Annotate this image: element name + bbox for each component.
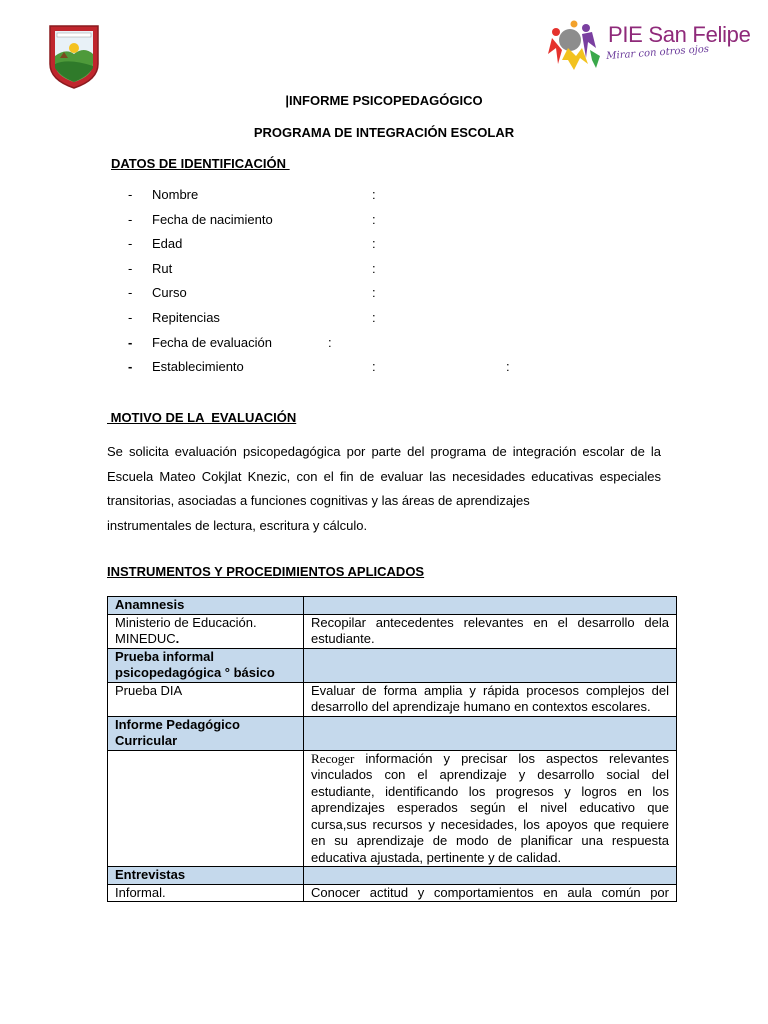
identification-list [128,187,548,384]
list-dash: - [128,359,133,375]
table-cell-mineduc-purpose: Recopilar antecedentes relevantes en el desarrollo dela estudiante. [304,614,677,648]
field-label-fecha-evaluacion: Fecha de evaluación [152,334,272,350]
motivo-heading: MOTIVO DE LA EVALUACIÓN [107,410,297,425]
table-cell-informe-purpose [304,750,677,867]
table-cell-empty [108,750,304,867]
table-row [108,716,677,750]
field-colon: : [372,309,376,325]
id-row-nombre [128,187,548,212]
motivo-paragraph-body: Se solicita evaluación psicopedagógica por parte del programa de integración escolar de la Escuela Mateo Cokjlat Knezic, con el fin de evaluar las necesidades educativas especiales transitorias, asociadas a funciones cognitivas y las áreas de aprendizajes [107,444,661,508]
table-cell-empty [304,867,677,885]
motivo-paragraph-last-line: instrumentales de lectura, escritura y cálculo. [107,517,368,533]
table-row [108,648,677,682]
mineduc-label: Ministerio de Educación. MINEDUC [115,614,257,646]
field-colon: : [372,359,376,375]
list-dash: - [128,309,133,325]
id-row-fecha-nacimiento [128,212,548,237]
list-dash: - [128,285,133,301]
pie-figures-icon [546,20,604,76]
document-title: |INFORME PSICOPEDAGÓGICO [285,93,483,108]
field-colon: : [372,260,376,276]
field-colon: : [328,334,332,350]
id-row-establecimiento [128,359,548,384]
table-cell-prueba-dia-purpose: Evaluar de forma amplia y rápida procesos complejos del desarrollo del aprendizaje humano en contextos escolares. [304,682,677,716]
list-dash: - [128,260,133,276]
table-cell-empty [304,648,677,682]
list-dash: - [128,334,133,350]
table-cell-entrevistas: Entrevistas [108,867,304,885]
table-cell-informe-pedagogico: Informe Pedagógico Curricular [108,716,304,750]
informe-first-word: Recoger [311,750,355,766]
school-crest-logo [48,24,100,90]
table-cell-mineduc [108,614,304,648]
list-dash: - [128,236,133,252]
id-row-curso [128,285,548,310]
field-label-edad: Edad [152,236,183,252]
program-title: PROGRAMA DE INTEGRACIÓN ESCOLAR [253,125,515,140]
field-label-curso: Curso [152,285,187,301]
table-row [108,614,677,648]
motivo-paragraph [107,440,661,538]
pie-brand-name: PIE San Felipe [608,22,751,47]
mineduc-period: . [175,631,180,646]
table-cell-prueba-dia: Prueba DIA [108,682,304,716]
informe-rest: información y precisar los aspectos relevantes vinculados con el aprendizaje y desarrollo social del estudiante, identificando los progresos y logros en los aprendizajes esperados según el nivel educativo que cursa,sus recursos y necesidades, los apoyos que requiere en su aprendizaje de modo de planificar una respuesta educativa ajustada, pertinente y de calidad. [311,750,669,865]
table-row [108,867,677,885]
instrumentos-heading: INSTRUMENTOS Y PROCEDIMIENTOS APLICADOS [107,564,425,579]
id-row-repitencias [128,310,548,335]
field-colon: : [372,236,376,252]
table-cell-informal: Informal. [108,884,304,902]
table-cell-prueba-informal: Prueba informal psicopedagógica ° básico [108,648,304,682]
field-colon-second: : [506,359,510,375]
pie-slogan: Mirar con otros ojos [606,43,710,62]
field-label-repitencias: Repitencias [152,309,220,325]
table-cell-anamnesis: Anamnesis [108,597,304,615]
table-cell-empty [304,597,677,615]
table-row [108,750,677,867]
field-colon: : [372,285,376,301]
instruments-table [107,596,677,902]
pie-san-felipe-logo [546,20,751,76]
table-row [108,597,677,615]
id-row-fecha-evaluacion [128,335,548,360]
identification-heading: DATOS DE IDENTIFICACIÓN [111,156,290,171]
id-row-rut [128,261,548,286]
field-colon: : [372,187,376,202]
field-colon: : [372,211,376,227]
id-row-edad [128,236,548,261]
table-row [108,682,677,716]
field-label-fecha-nacimiento: Fecha de nacimiento [152,211,273,227]
list-dash: - [128,187,133,202]
field-label-nombre: Nombre [152,187,199,202]
table-row [108,884,677,902]
field-label-establecimiento: Establecimiento [152,359,244,375]
list-dash: - [128,211,133,227]
field-label-rut: Rut [152,260,173,276]
table-cell-informal-purpose: Conocer actitud y comportamientos en aula común por [304,884,677,902]
table-cell-empty [304,716,677,750]
